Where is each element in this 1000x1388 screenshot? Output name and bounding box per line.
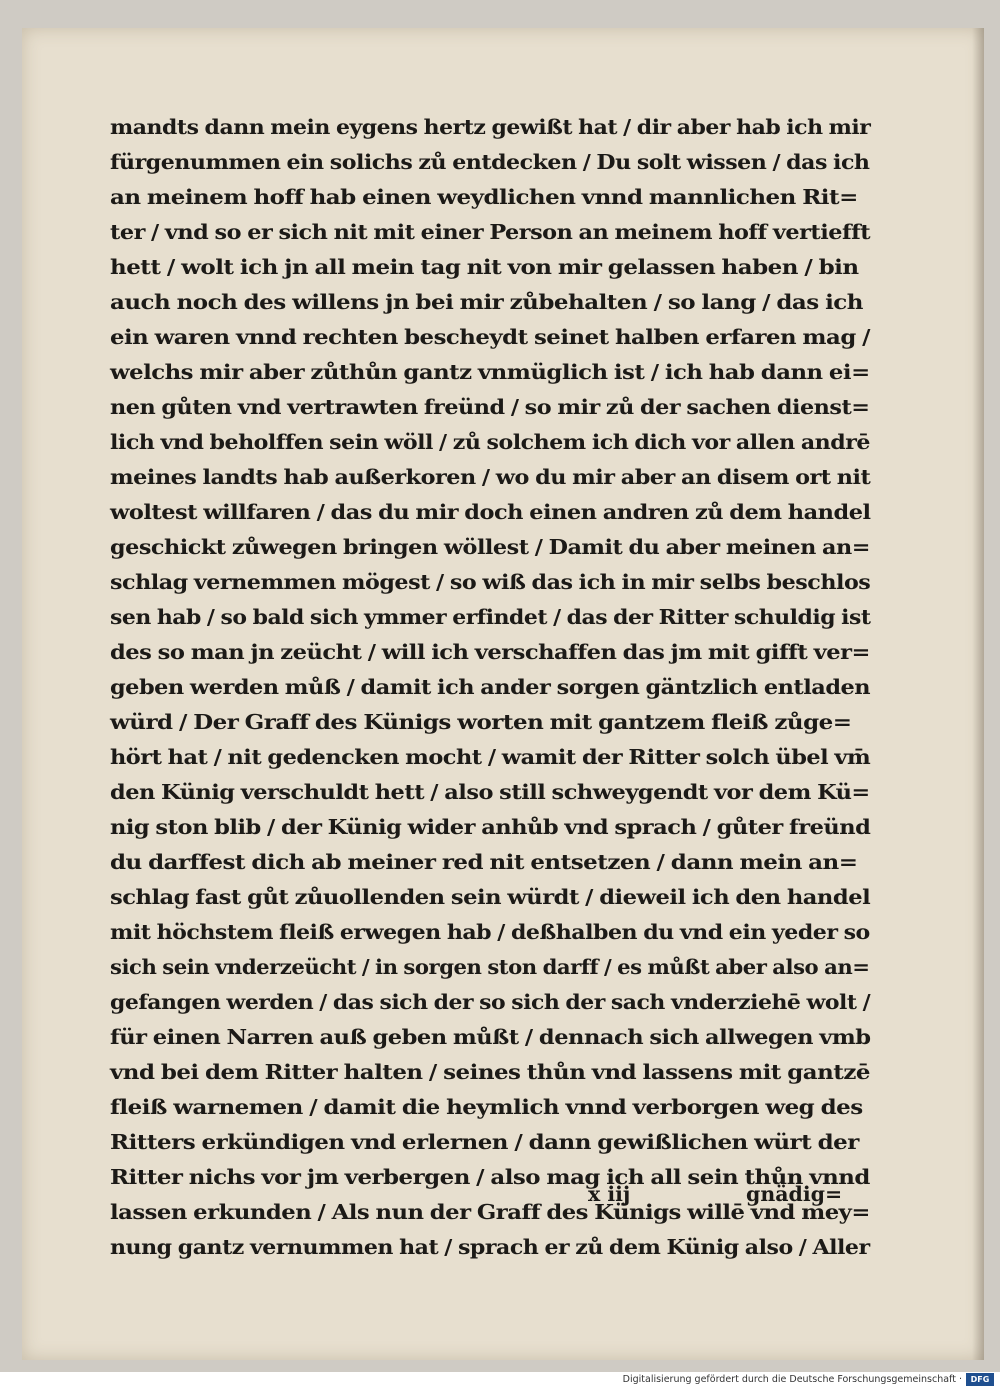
footer-credit: Digitalisierung gefördert durch die Deutsche Forschungsgemeinschaft · [622, 1374, 962, 1385]
text-line: hört hat / nit gedencken mocht / wamit der Ritter solch übel vm̄ [110, 745, 871, 769]
text-line: für einen Narren auß geben můßt / dennach sich allwegen vmb [110, 1025, 871, 1049]
text-line: meines landts hab außerkoren / wo du mir aber an disem ort nit [110, 465, 871, 489]
text-line: vnd bei dem Ritter halten / seines thůn vnd lassens mit gantzē [110, 1060, 870, 1084]
text-line: Ritters erkündigen vnd erlernen / dann gewißlichen würt der [110, 1130, 859, 1154]
text-line: nung gantz vernummen hat / sprach er zů dem Künig also / Aller [110, 1235, 870, 1259]
signature-line [110, 1177, 870, 1212]
text-line: gefangen werden / das sich der so sich der sach vnderziehē wolt / [110, 990, 871, 1014]
text-line: mandts dann mein eygens hertz gewißt hat / dir aber hab ich mir [110, 115, 871, 139]
text-line: an meinem hoff hab einen weydlichen vnnd mannlichen Rit= [110, 185, 858, 209]
text-line: mit höchstem fleiß erwegen hab / deßhalben du vnd ein yeder so [110, 920, 870, 944]
text-line: nen gůten vnd vertrawten freünd / so mir zů der sachen dienst= [110, 395, 870, 419]
text-line: lassen erkunden / Als nun der Graff des Künigs willē vnd mey= [110, 1200, 870, 1224]
text-line: schlag fast gůt zůuollenden sein würdt / dieweil ich den handel [110, 885, 871, 909]
text-line: nig ston blib / der Künig wider anhůb vnd sprach / gůter freünd [110, 815, 871, 839]
text-line: den Künig verschuldt hett / also still schweygendt vor dem Kü= [110, 780, 870, 804]
text-line: schlag vernemmen mögest / so wiß das ich in mir selbs beschlos [110, 570, 871, 594]
text-line: geben werden můß / damit ich ander sorgen gäntzlich entladen [110, 675, 871, 699]
text-line: des so man jn zeücht / will ich verschaffen das jm mit gifft ver= [110, 640, 870, 664]
dfg-logo: DFG [966, 1373, 994, 1386]
text-line: auch noch des willens jn bei mir zůbehalten / so lang / das ich [110, 290, 863, 314]
text-line: fürgenummen ein solichs zů entdecken / Du solt wissen / das ich [110, 150, 870, 174]
text-line: du darffest dich ab meiner red nit entsetzen / dann mein an= [110, 850, 858, 874]
text-line: geschickt zůwegen bringen wöllest / Damit du aber meinen an= [110, 535, 870, 559]
text-line: würd / Der Graff des Künigs worten mit gantzem fleiß zůge= [110, 710, 852, 734]
footer-bar [0, 1372, 1000, 1388]
catchword: gnädig= [746, 1182, 843, 1206]
text-line: sen hab / so bald sich ymmer erfindet / das der Ritter schuldig ist [110, 605, 871, 629]
text-block [110, 110, 870, 1265]
signature-mark: x iij [588, 1182, 631, 1206]
text-line: lich vnd beholffen sein wöll / zů solchem ich dich vor allen andrē [110, 430, 870, 454]
text-line: woltest willfaren / das du mir doch einen andren zů dem handel [110, 500, 871, 524]
text-line: hett / wolt ich jn all mein tag nit von mir gelassen haben / bin [110, 255, 859, 279]
paper-leaf [22, 28, 984, 1360]
text-line: ein waren vnnd rechten bescheydt seinet halben erfaren mag / [110, 325, 870, 349]
text-line: fleiß warnemen / damit die heymlich vnnd verborgen weg des [110, 1095, 863, 1119]
text-line: Ritter nichs vor jm verbergen / also mag ich all sein thůn vnnd [110, 1165, 870, 1189]
text-line: welchs mir aber zůthůn gantz vnmüglich ist / ich hab dann ei= [110, 360, 870, 384]
text-line: ter / vnd so er sich nit mit einer Person an meinem hoff vertiefft [110, 220, 871, 244]
text-line: sich sein vnderzeücht / in sorgen ston darff / es můßt aber also an= [110, 955, 870, 979]
